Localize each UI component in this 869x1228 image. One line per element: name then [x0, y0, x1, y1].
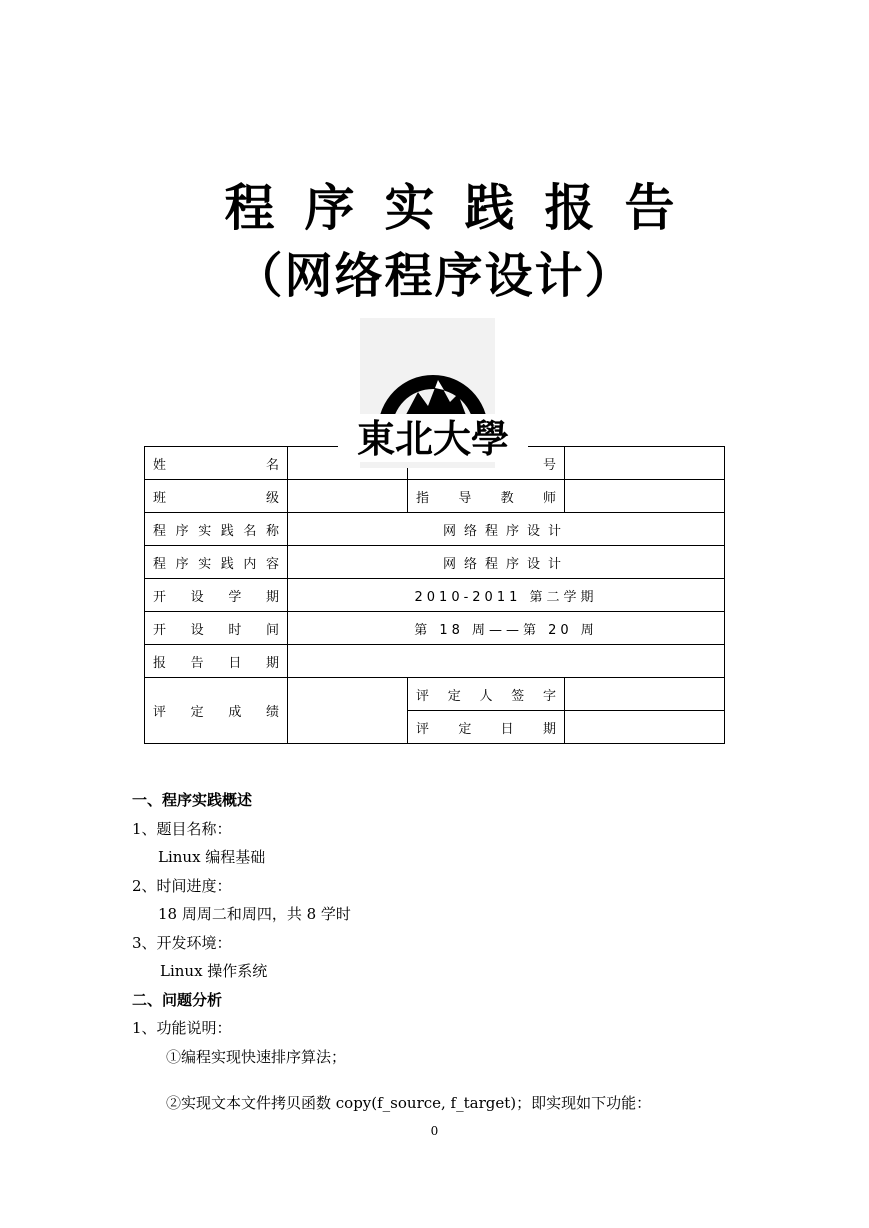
- list-item-value: Linux 操作系统: [160, 962, 268, 980]
- class-value: [288, 480, 408, 513]
- grade-value: [288, 678, 408, 744]
- student-id-label: 号: [408, 447, 565, 480]
- name-label: 姓名: [145, 447, 288, 480]
- report-date-value: [288, 645, 725, 678]
- logo-text: 東北大學: [356, 416, 510, 461]
- report-date-label: 报告日期: [145, 645, 288, 678]
- list-item: 1、功能说明：: [132, 1019, 232, 1037]
- project-content-value: 网络程序设计: [288, 546, 725, 579]
- section-heading: 二、问题分析: [132, 990, 223, 1009]
- university-logo: [338, 318, 528, 468]
- report-subtitle: （网络程序设计）: [234, 248, 635, 304]
- grader-signature-value: [565, 678, 725, 711]
- class-label: 班级: [145, 480, 288, 513]
- report-body: [132, 786, 752, 1118]
- project-name-value: 网络程序设计: [288, 513, 725, 546]
- section-heading: 一、程序实践概述: [132, 791, 253, 809]
- time-label: 开设时间: [145, 612, 288, 645]
- list-item: 1、题目名称：: [132, 819, 232, 838]
- table-row: [145, 612, 725, 645]
- table-row: [145, 480, 725, 513]
- semester-label: 开设学期: [145, 579, 288, 612]
- table-row: [145, 645, 725, 678]
- student-id-value: [565, 447, 725, 480]
- table-row: [145, 546, 725, 579]
- semester-value: 2010-2011 第二学期: [288, 579, 725, 612]
- teacher-label: 指导教师: [408, 480, 565, 513]
- report-title: 程序实践报告: [224, 179, 705, 237]
- function-item: ①编程实现快速排序算法；: [166, 1047, 347, 1066]
- grader-signature-label: 评定人签字: [408, 678, 565, 711]
- grade-label: 评定成绩: [145, 678, 288, 744]
- table-row: [145, 513, 725, 546]
- list-item: 3、开发环境：: [132, 933, 232, 952]
- grade-date-label: 评定日期: [408, 711, 565, 744]
- table-row: [145, 678, 725, 711]
- list-item-value: 18 周周二和周四，共 8 学时: [158, 905, 351, 923]
- teacher-value: [565, 480, 725, 513]
- time-value: 第 18 周——第 20 周: [288, 612, 725, 645]
- list-item-value: Linux 编程基础: [158, 848, 266, 866]
- grade-date-value: [565, 711, 725, 744]
- project-name-label: 程序实践名称: [145, 513, 288, 546]
- project-content-label: 程序实践内容: [145, 546, 288, 579]
- function-item: ②实现文本文件拷贝函数 copy(f_source, f_target)；即实现如下功能：: [166, 1094, 652, 1112]
- info-table: [144, 446, 725, 744]
- table-row: [145, 579, 725, 612]
- page-number: 0: [430, 1124, 439, 1138]
- list-item: 2、时间进度：: [132, 876, 232, 895]
